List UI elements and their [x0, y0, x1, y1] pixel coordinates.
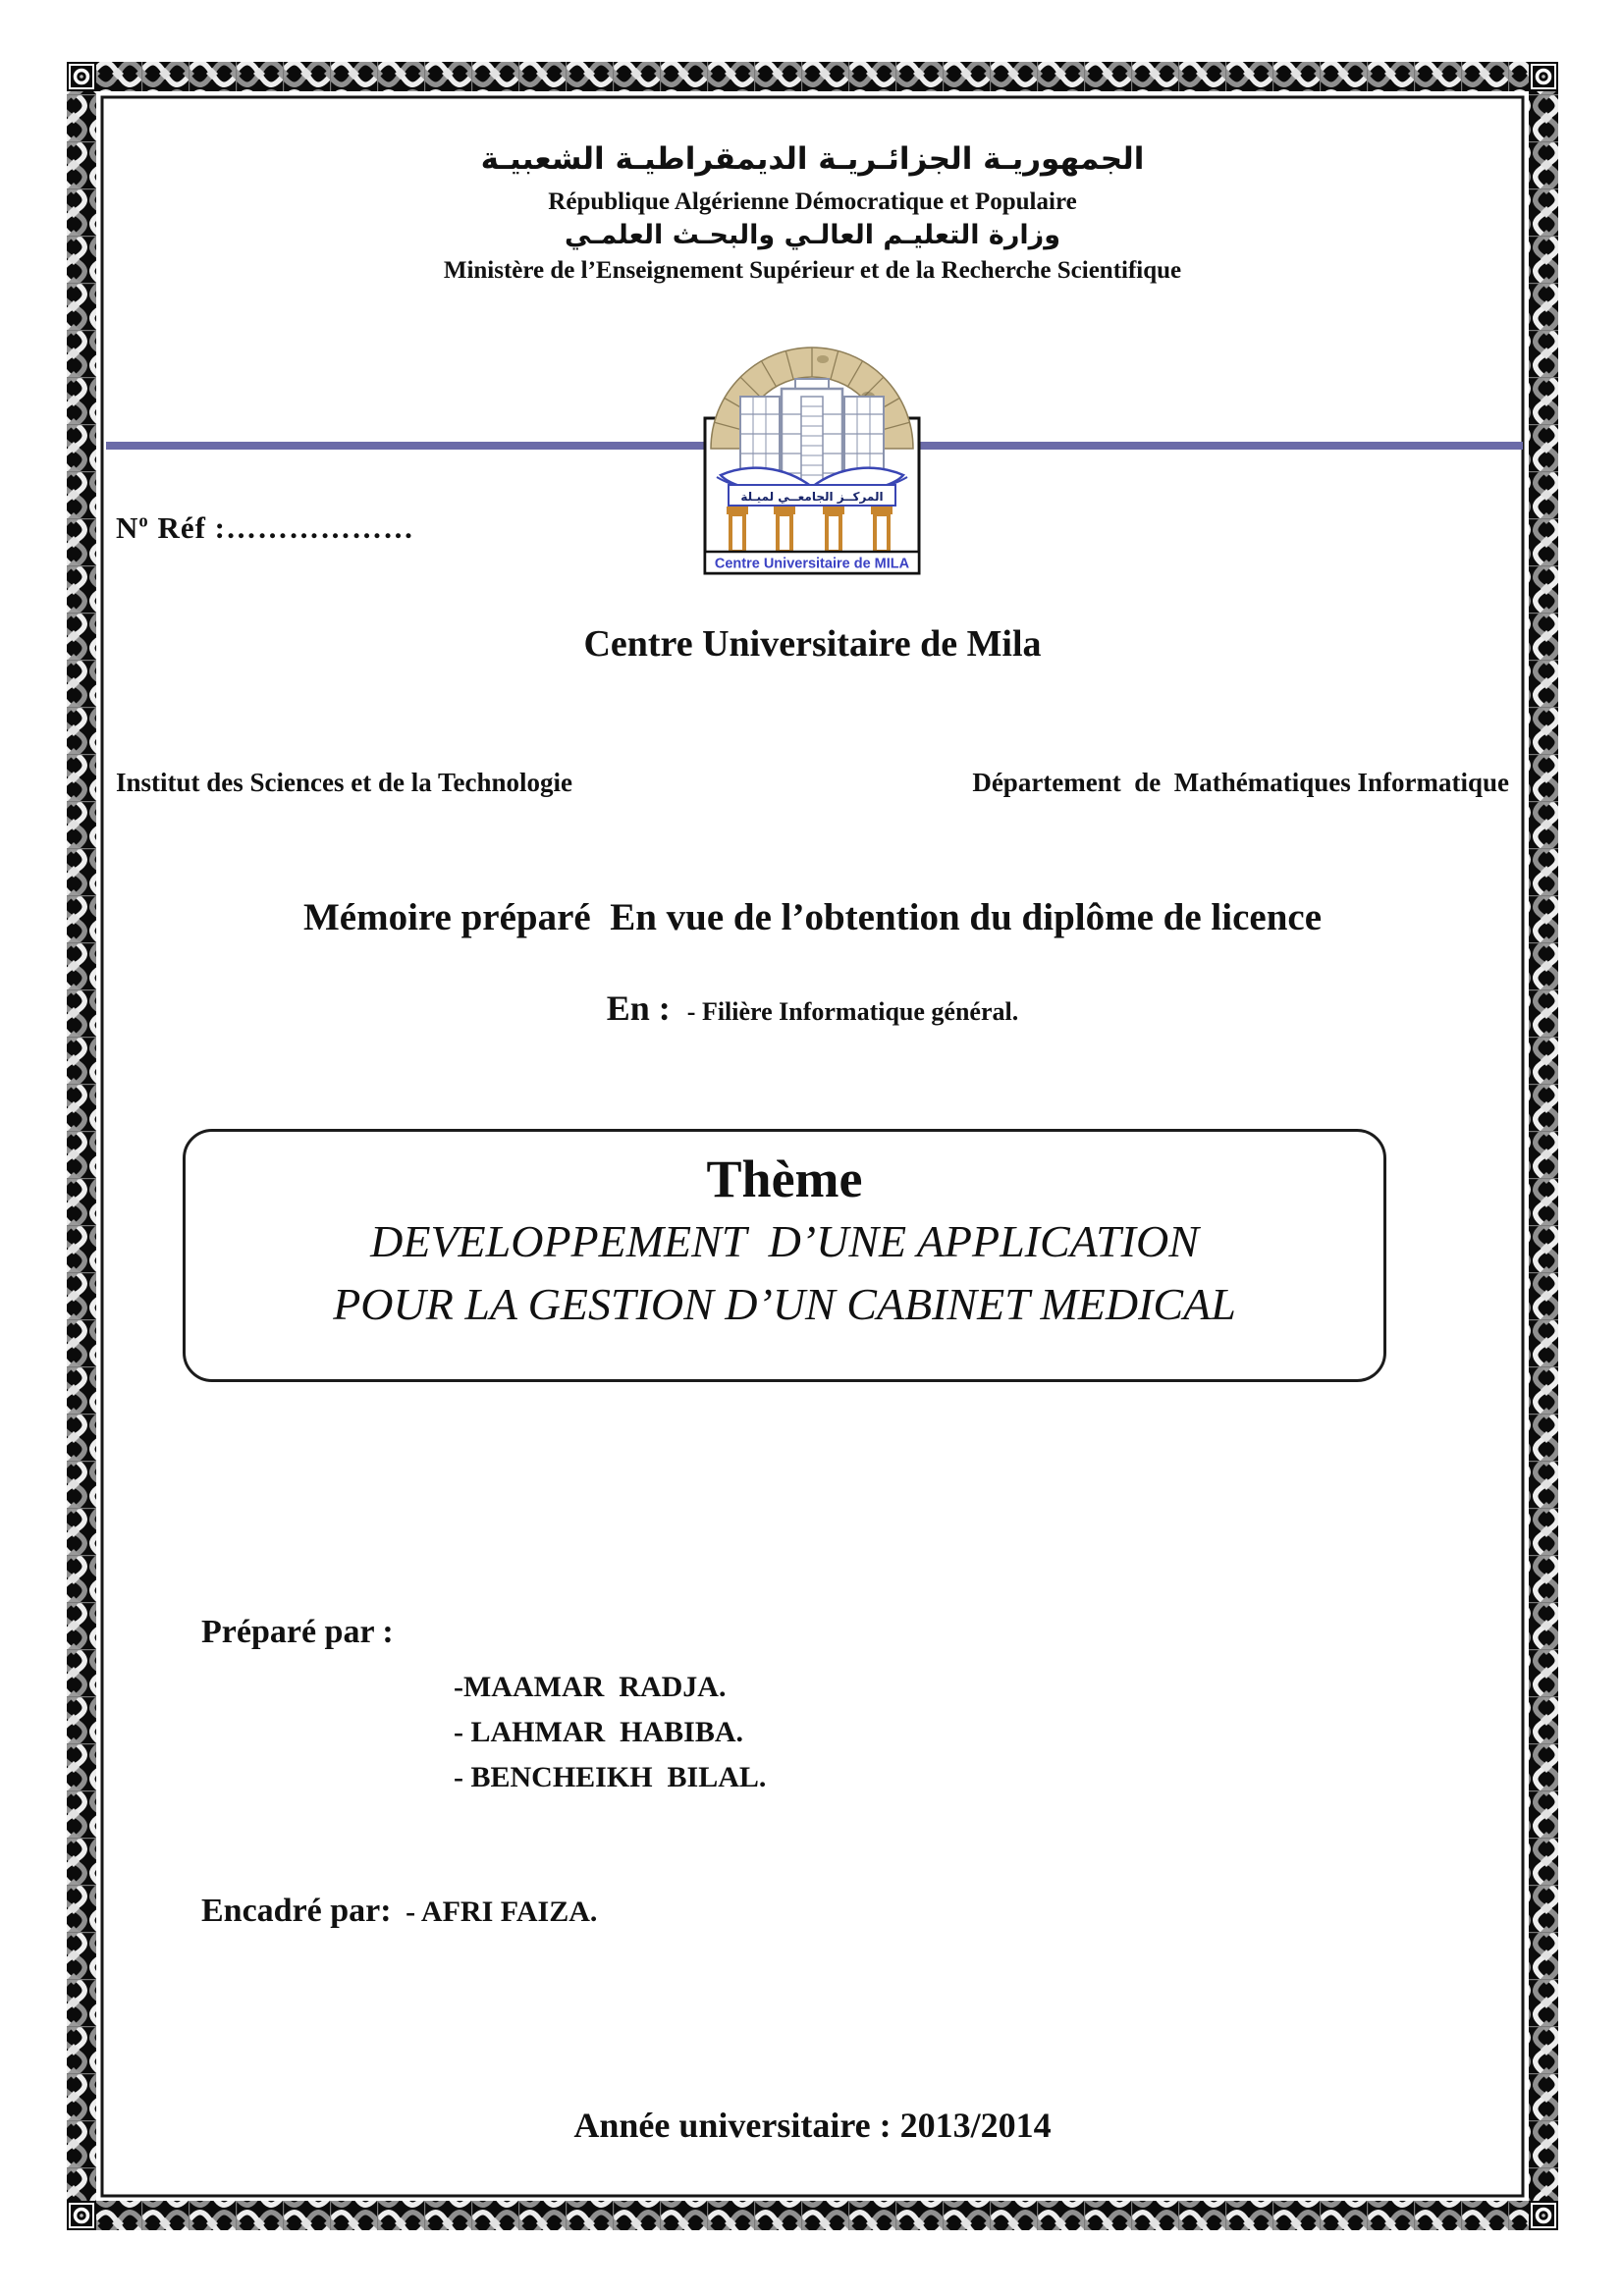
author-name: - LAHMAR HABIBA.: [454, 1716, 744, 1748]
logo-banner-arabic-text: المركــز الجامعــي لميـلة: [740, 490, 884, 504]
department-name: Département de Mathématiques Informatique: [972, 768, 1509, 797]
border-corner-bottom-left: [67, 2201, 96, 2230]
ref-superscript: o: [138, 510, 149, 532]
border-corner-top-left: [67, 62, 96, 91]
header-french-republic: République Algérienne Démocratique et Populaire: [548, 188, 1077, 215]
header-french-ministry: Ministère de l’Enseignement Supérieur et de la Recherche Scientifique: [443, 257, 1182, 284]
prepared-by-label: Préparé par :: [201, 1614, 394, 1650]
theme-title-line-1: DEVELOPPEMENT D’UNE APPLICATION: [370, 1216, 1199, 1266]
author-name: -MAAMAR RADJA.: [454, 1671, 727, 1703]
author-name: - BENCHEIKH BILAL.: [454, 1761, 767, 1793]
memoire-purpose-line: Mémoire préparé En vue de l’obtention du diplôme de licence: [302, 896, 1323, 938]
field-value: - Filière Informatique général.: [686, 997, 1019, 1026]
border-corner-bottom-right: [1529, 2201, 1558, 2230]
supervisor-label: Encadré par:: [201, 1893, 392, 1929]
institute-name: Institut des Sciences et de la Technologie: [116, 768, 573, 797]
ref-dotted-field: Réf :………………: [148, 510, 414, 545]
reference-number-line: [116, 510, 414, 546]
border-corner-top-right: [1529, 62, 1558, 91]
field-line: [104, 988, 1521, 1029]
theme-box: [183, 1129, 1386, 1382]
university-logo: [701, 338, 923, 579]
theme-heading: Thème: [706, 1149, 863, 1208]
academic-year-line: Année universitaire : 2013/2014: [573, 2106, 1052, 2145]
institute-department-row: [104, 768, 1521, 798]
authors-list: [454, 1665, 766, 1800]
header-arabic-ministry: وزارة التعليـم العالـي والبحـث العلمـي: [565, 220, 1060, 250]
theme-title-line-2: POUR LA GESTION D’UN CABINET MEDICAL: [333, 1279, 1236, 1329]
field-label: En :: [606, 988, 671, 1028]
supervisor-name: - AFRI FAIZA.: [406, 1896, 598, 1928]
supervisor-line: [201, 1893, 597, 1930]
ref-prefix: N: [116, 510, 139, 545]
university-title: Centre Universitaire de Mila: [583, 623, 1042, 665]
logo-caption-text: Centre Universitaire de MILA: [714, 556, 910, 572]
header-arabic-republic: الجمهوريـة الجزائـريـة الديمقراطيـة الشعبيـة: [480, 141, 1145, 177]
